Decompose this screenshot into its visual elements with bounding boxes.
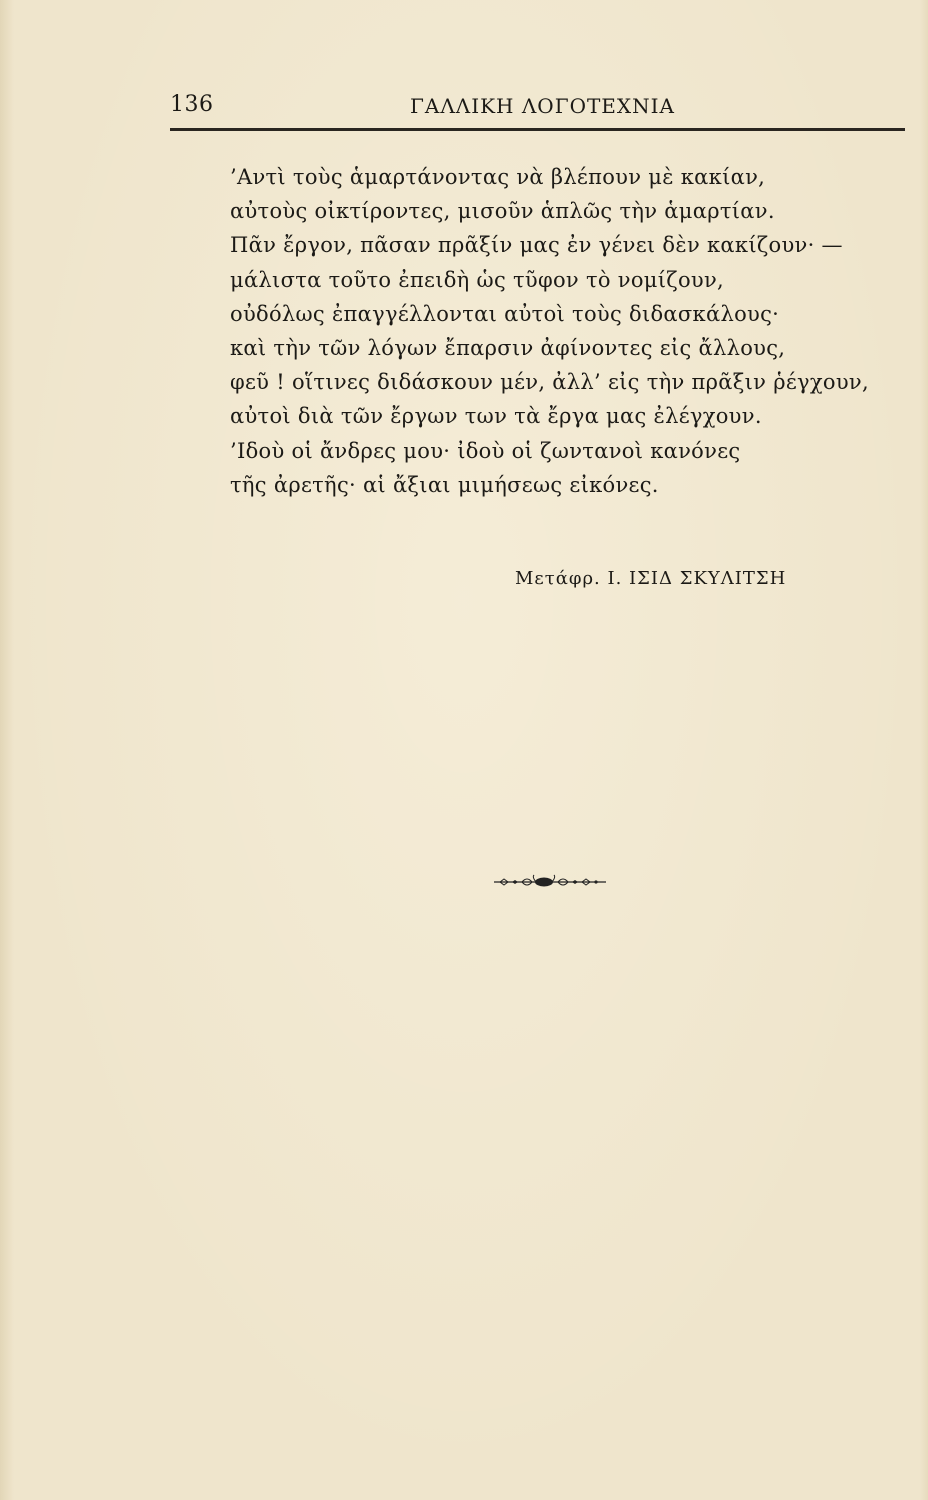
- page-number: 136: [170, 92, 214, 117]
- poem-line: φεῦ ! οἵτινες διδάσκουν μέν, ἀλλ’ εἰς τὴν πρᾶξιν ῥέγχουν,: [230, 370, 869, 395]
- poem-line: μάλιστα τοῦτο ἐπειδὴ ὡς τῦφον τὸ νομίζουν,: [230, 267, 725, 292]
- poem-line: αὐτοὶ διὰ τῶν ἔργων των τὰ ἔργα μας ἐλέγχουν.: [230, 404, 762, 429]
- poem-line: αὐτοὺς οἰκτίροντες, μισοῦν ἁπλῶς τὴν ἁμαρτίαν.: [230, 199, 775, 224]
- poem-line: τῆς ἀρετῆς· αἱ ἄξιαι μιμήσεως εἰκόνες.: [230, 472, 659, 497]
- header-rule: [170, 128, 905, 131]
- poem-line: ’Ιδοὺ οἱ ἄνδρες μου· ἰδοὺ οἱ ζωντανοὶ κανόνες: [230, 438, 741, 463]
- page-right-edge: [920, 0, 928, 1500]
- poem-line: οὐδόλως ἐπαγγέλλονται αὐτοὶ τοὺς διδασκάλους·: [230, 301, 780, 326]
- poem-line: καὶ τὴν τῶν λόγων ἔπαρσιν ἀφίνοντες εἰς ἄλλους,: [230, 336, 786, 361]
- poem-line: ’Αντὶ τοὺς ἁμαρτάνοντας νὰ βλέπουν μὲ κακίαν,: [230, 165, 766, 189]
- page-gutter-edge: [0, 0, 14, 1500]
- translator-signature: Μετάφρ. Ι. ΙΣΙΔ ΣΚΥΛΙΤΣΗ: [515, 568, 787, 589]
- running-head: ΓΑΛΛΙΚΗ ΛΟΓΟΤΕΧΝΙΑ: [410, 94, 675, 118]
- tailpiece-ornament-icon: [492, 873, 608, 891]
- page-header: [170, 92, 905, 126]
- poem-body: [230, 160, 920, 502]
- poem-line: Πᾶν ἔργον, πᾶσαν πρᾶξίν μας ἐν γένει δὲν κακίζουν· —: [230, 233, 843, 258]
